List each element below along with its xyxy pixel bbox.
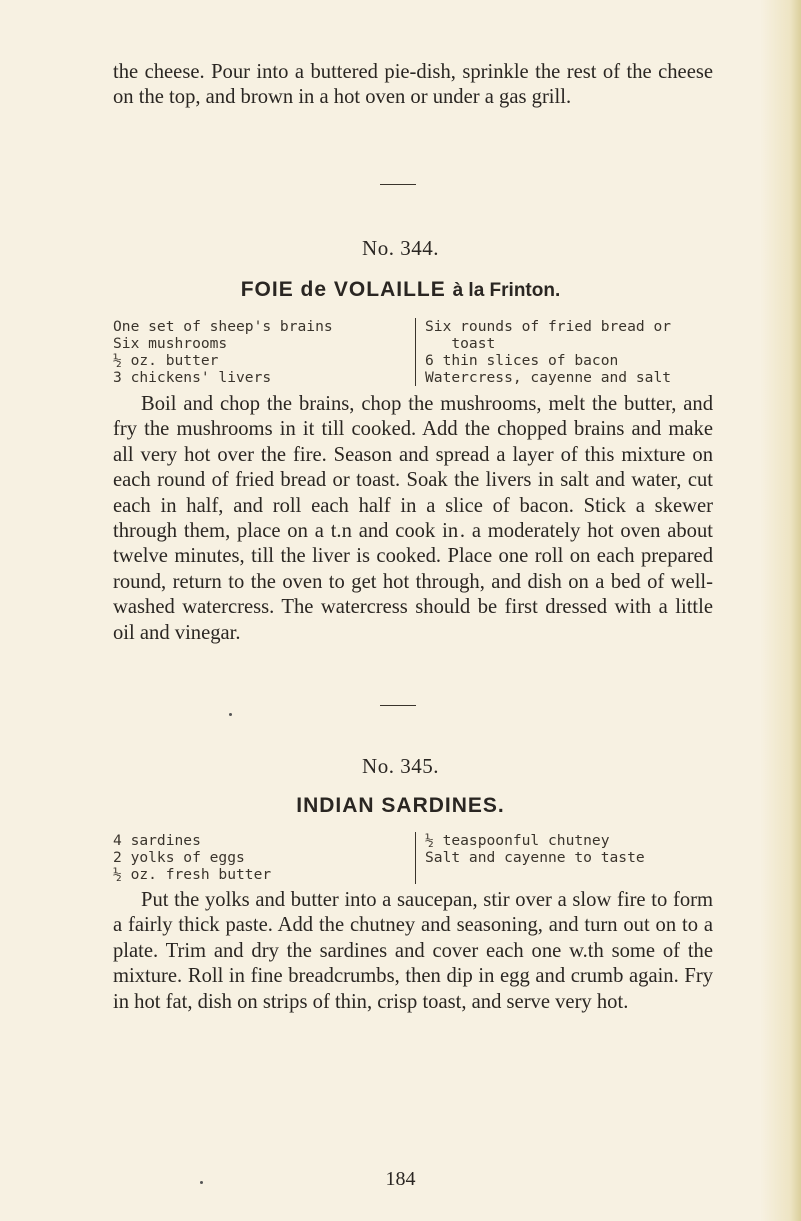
- ingredient: ½ teaspoonful chutney: [425, 832, 610, 849]
- ingredient-list-left: [113, 832, 271, 883]
- ingredient: 2 yolks of eggs: [113, 849, 245, 866]
- section-divider: [380, 184, 416, 185]
- ingredient-list-right: [415, 832, 645, 884]
- ingredient: toast: [425, 335, 496, 352]
- ingredient: Six rounds of fried bread or: [425, 318, 672, 335]
- page-number: 184: [385, 1168, 416, 1190]
- ingredient: One set of sheep's brains: [113, 318, 333, 335]
- ingredient: ½ oz. butter: [113, 352, 219, 369]
- section-divider: [380, 705, 416, 706]
- recipe-number: No. 344.: [362, 236, 439, 260]
- ingredient: Watercress, cayenne and salt: [425, 369, 672, 386]
- recipe-method: Boil and chop the brains, chop the mushrooms, melt the butter, and fry the mushrooms in it till cooked. Add the chopped brains and make all very hot over the fire. Season and spread a layer of this mixture on each round of fried bread or toast. Soak the livers in salt and water, cut each in half, and roll each half in a slice of bacon. Stick a skewer through them, place on a t.n and cook in . a moderately hot oven about twelve minutes, till the liver is cooked. Place one roll on each prepared round, return to the oven to get hot through, and dish on a bed of well-washed watercress. The watercress should be first dressed with a little oil and vinegar.: [113, 393, 713, 644]
- ingredient: Six mushrooms: [113, 335, 228, 352]
- ingredient: Salt and cayenne to taste: [425, 849, 645, 866]
- continued-paragraph: the cheese. Pour into a buttered pie-dish, sprinkle the rest of the cheese on the top, and brown in a hot oven or under a gas grill.: [113, 61, 713, 109]
- recipe-title-main: FOIE de VOLAILLE: [240, 278, 453, 301]
- ingredient-list-right: [415, 318, 671, 386]
- ingredient: 4 sardines: [113, 832, 201, 849]
- recipe-title-suffix: à la Frinton.: [452, 280, 561, 301]
- ingredient: 3 chickens' livers: [113, 369, 272, 386]
- recipe-method: Put the yolks and butter into a saucepan, stir over a slow fire to form a fairly thick paste. Add the chutney and seasoning, and turn out on to a plate. Trim and dry the sardines and cover each one w.th some of the mixture. Roll in fine breadcrumbs, then dip in egg and crumb again. Fry in hot fat, dish on strips of thin, crisp toast, and serve very hot.: [113, 889, 713, 1013]
- ingredient: ½ oz. fresh butter: [113, 866, 272, 883]
- recipe-number: No. 345.: [362, 754, 439, 778]
- ingredient-list-left: [113, 318, 333, 386]
- ink-speck: [229, 713, 232, 716]
- ingredient: 6 thin slices of bacon: [425, 352, 619, 369]
- recipe-title: INDIAN SARDINES.: [296, 794, 505, 817]
- recipe-title: [0, 278, 801, 302]
